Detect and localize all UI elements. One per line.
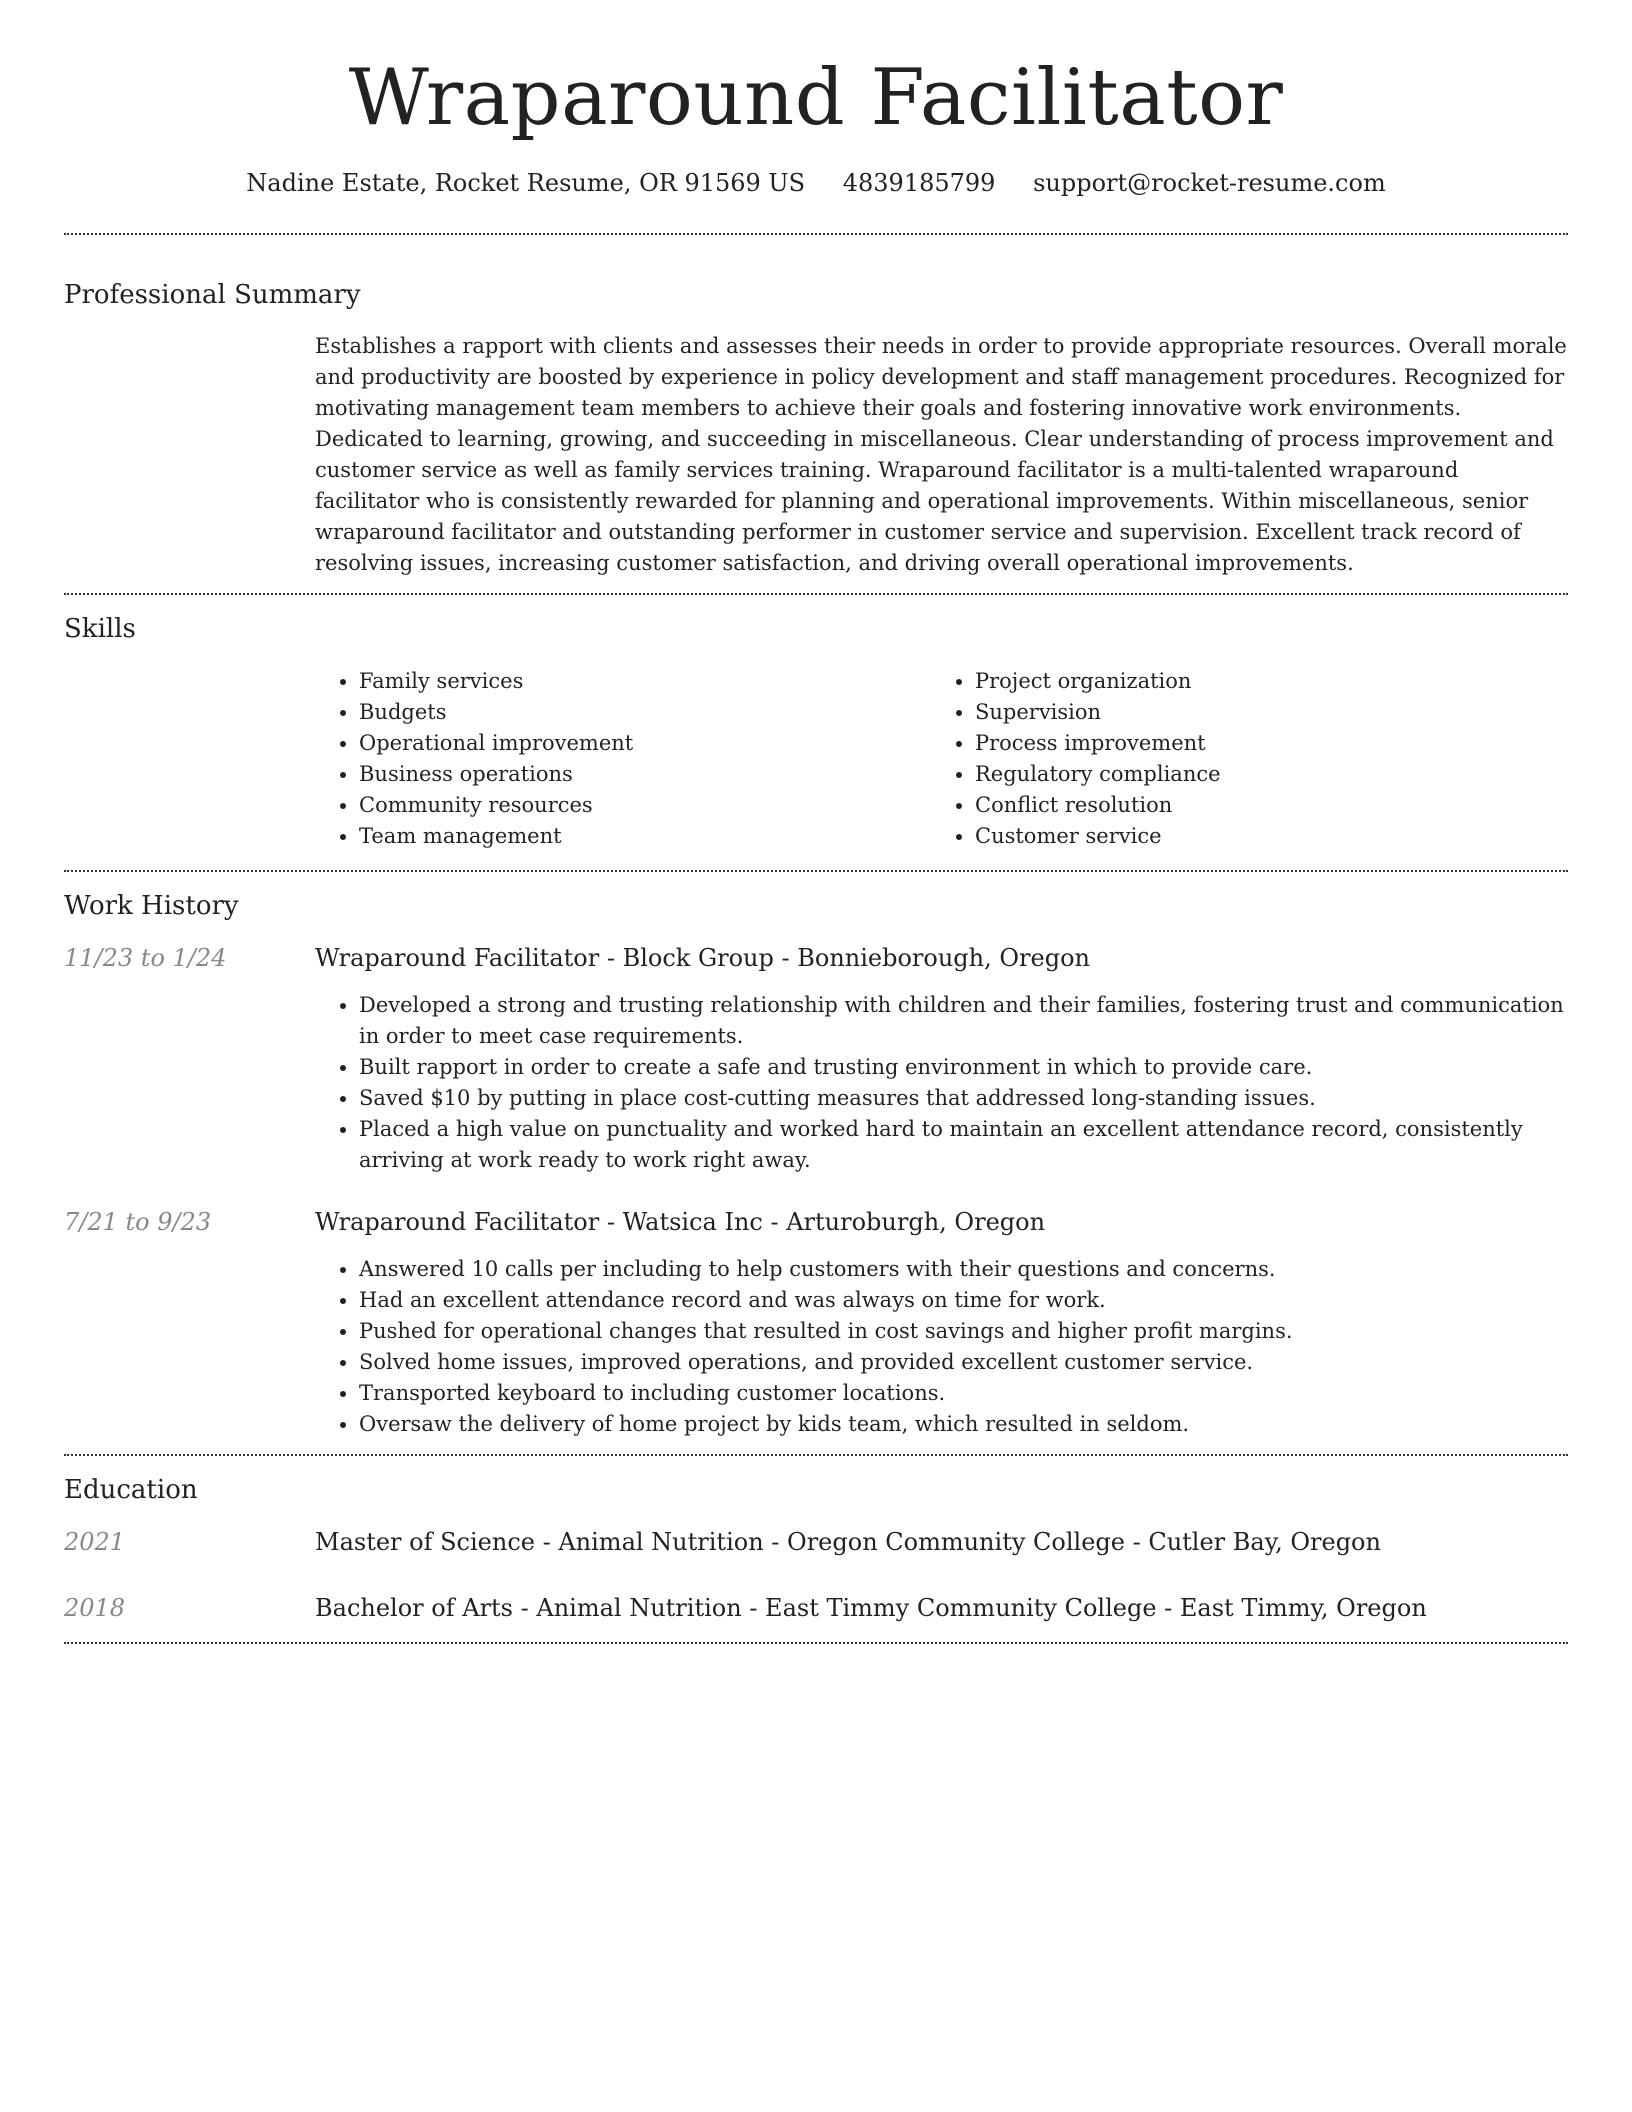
job-bullet: • Solved home issues, improved operations, and provided excellent customer service. <box>359 1347 1568 1378</box>
skill-item: • Team management <box>359 821 931 852</box>
contact-phone: 4839185799 <box>842 168 996 197</box>
job-bullet: • Pushed for operational changes that resulted in cost savings and higher profit margins. <box>359 1316 1568 1347</box>
work-history-section <box>64 872 1568 1440</box>
divider <box>64 1642 1568 1644</box>
skills-list-left <box>315 666 931 852</box>
education-details <box>315 1526 1381 1558</box>
job-details <box>315 1206 1568 1440</box>
skill-item: • Business operations <box>359 759 931 790</box>
education-year: 2021 <box>64 1528 126 1557</box>
summary-text: Establishes a rapport with clients and assesses their needs in order to provide appropriate resources. Overall morale and productivity are boosted by experience in policy development and staff management procedures. Recognized for motivating management team members to achieve their goals and fostering innovative work environments. Dedicated to learning, growing, and succeeding in miscellaneous. Clear understanding of process improvement and customer service as well as family services training. Wraparound facilitator is a multi-talented wraparound facilitator who is consistently rewarded for planning and operational improvements. Within miscellaneous, senior wraparound facilitator and outstanding performer in customer service and supervision. Excellent track record of resolving issues, increasing customer satisfaction, and driving overall operational improvements. <box>315 334 1567 576</box>
education-year: 2018 <box>64 1594 126 1623</box>
education-degree: Master of Science - Animal Nutrition <box>315 1528 764 1557</box>
job-bullets <box>315 1254 1568 1440</box>
work-history-heading: Work History <box>64 890 239 921</box>
skill-item: • Budgets <box>359 697 931 728</box>
job-role: Wraparound Facilitator <box>315 943 600 972</box>
job-company-location: - Block Group - Bonnieborough, Oregon <box>599 943 1090 972</box>
skill-item: • Operational improvement <box>359 728 931 759</box>
education-entry <box>64 1526 1568 1558</box>
job-title <box>315 942 1568 974</box>
skill-item: • Family services <box>359 666 931 697</box>
education-degree: Bachelor of Arts - Animal Nutrition <box>315 1594 742 1623</box>
contact-email: support@rocket-resume.com <box>1033 168 1386 197</box>
education-section <box>64 1456 1568 1624</box>
job-bullets <box>315 990 1568 1176</box>
skill-item: • Project organization <box>975 666 1547 697</box>
education-school-location: - Oregon Community College - Cutler Bay, Oregon <box>763 1528 1381 1557</box>
job-role: Wraparound Facilitator <box>315 1207 600 1236</box>
skill-item: • Community resources <box>359 790 931 821</box>
job-bullet: • Saved $10 by putting in place cost-cutting measures that addressed long-standing issues. <box>359 1083 1568 1114</box>
job-bullet: • Developed a strong and trusting relationship with children and their families, fostering trust and communication in order to meet case requirements. <box>359 990 1568 1052</box>
summary-section <box>64 235 1568 593</box>
job-company-location: - Watsica Inc - Arturoburgh, Oregon <box>599 1207 1046 1236</box>
skill-item: • Process improvement <box>975 728 1547 759</box>
job-entry <box>64 942 1568 1176</box>
job-bullet: • Placed a high value on punctuality and worked hard to maintain an excellent attendance record, consistently arriving at work ready to work right away. <box>359 1114 1568 1176</box>
skills-columns <box>315 666 1568 870</box>
job-bullet: • Built rapport in order to create a safe and trusting environment in which to provide care. <box>359 1052 1568 1083</box>
summary-heading: Professional Summary <box>64 279 361 310</box>
job-bullet: • Transported keyboard to including customer locations. <box>359 1378 1568 1409</box>
contact-address: Nadine Estate, Rocket Resume, OR 91569 US <box>246 168 806 197</box>
job-bullet: • Oversaw the delivery of home project by kids team, which resulted in seldom. <box>359 1409 1568 1440</box>
job-entry <box>64 1206 1568 1440</box>
skills-heading: Skills <box>64 614 136 645</box>
education-details <box>315 1592 1427 1624</box>
job-details <box>315 942 1568 1176</box>
skill-item: • Customer service <box>975 821 1547 852</box>
skills-list-right <box>931 666 1547 852</box>
job-dates: 7/21 to 9/23 <box>64 1207 212 1236</box>
education-school-location: - East Timmy Community College - East Timmy, Oregon <box>741 1594 1427 1623</box>
skill-item: • Conflict resolution <box>975 790 1547 821</box>
job-title <box>315 1206 1568 1238</box>
skills-section <box>64 595 1568 869</box>
job-bullet: • Had an excellent attendance record and was always on time for work. <box>359 1285 1568 1316</box>
resume-title: Wraparound Facilitator <box>348 53 1284 143</box>
job-bullet: • Answered 10 calls per including to help customers with their questions and concerns. <box>359 1254 1568 1285</box>
education-heading: Education <box>64 1474 198 1505</box>
job-dates: 11/23 to 1/24 <box>64 943 227 972</box>
education-entry <box>64 1592 1568 1624</box>
skill-item: • Regulatory compliance <box>975 759 1547 790</box>
contact-line <box>64 168 1568 199</box>
skill-item: • Supervision <box>975 697 1547 728</box>
